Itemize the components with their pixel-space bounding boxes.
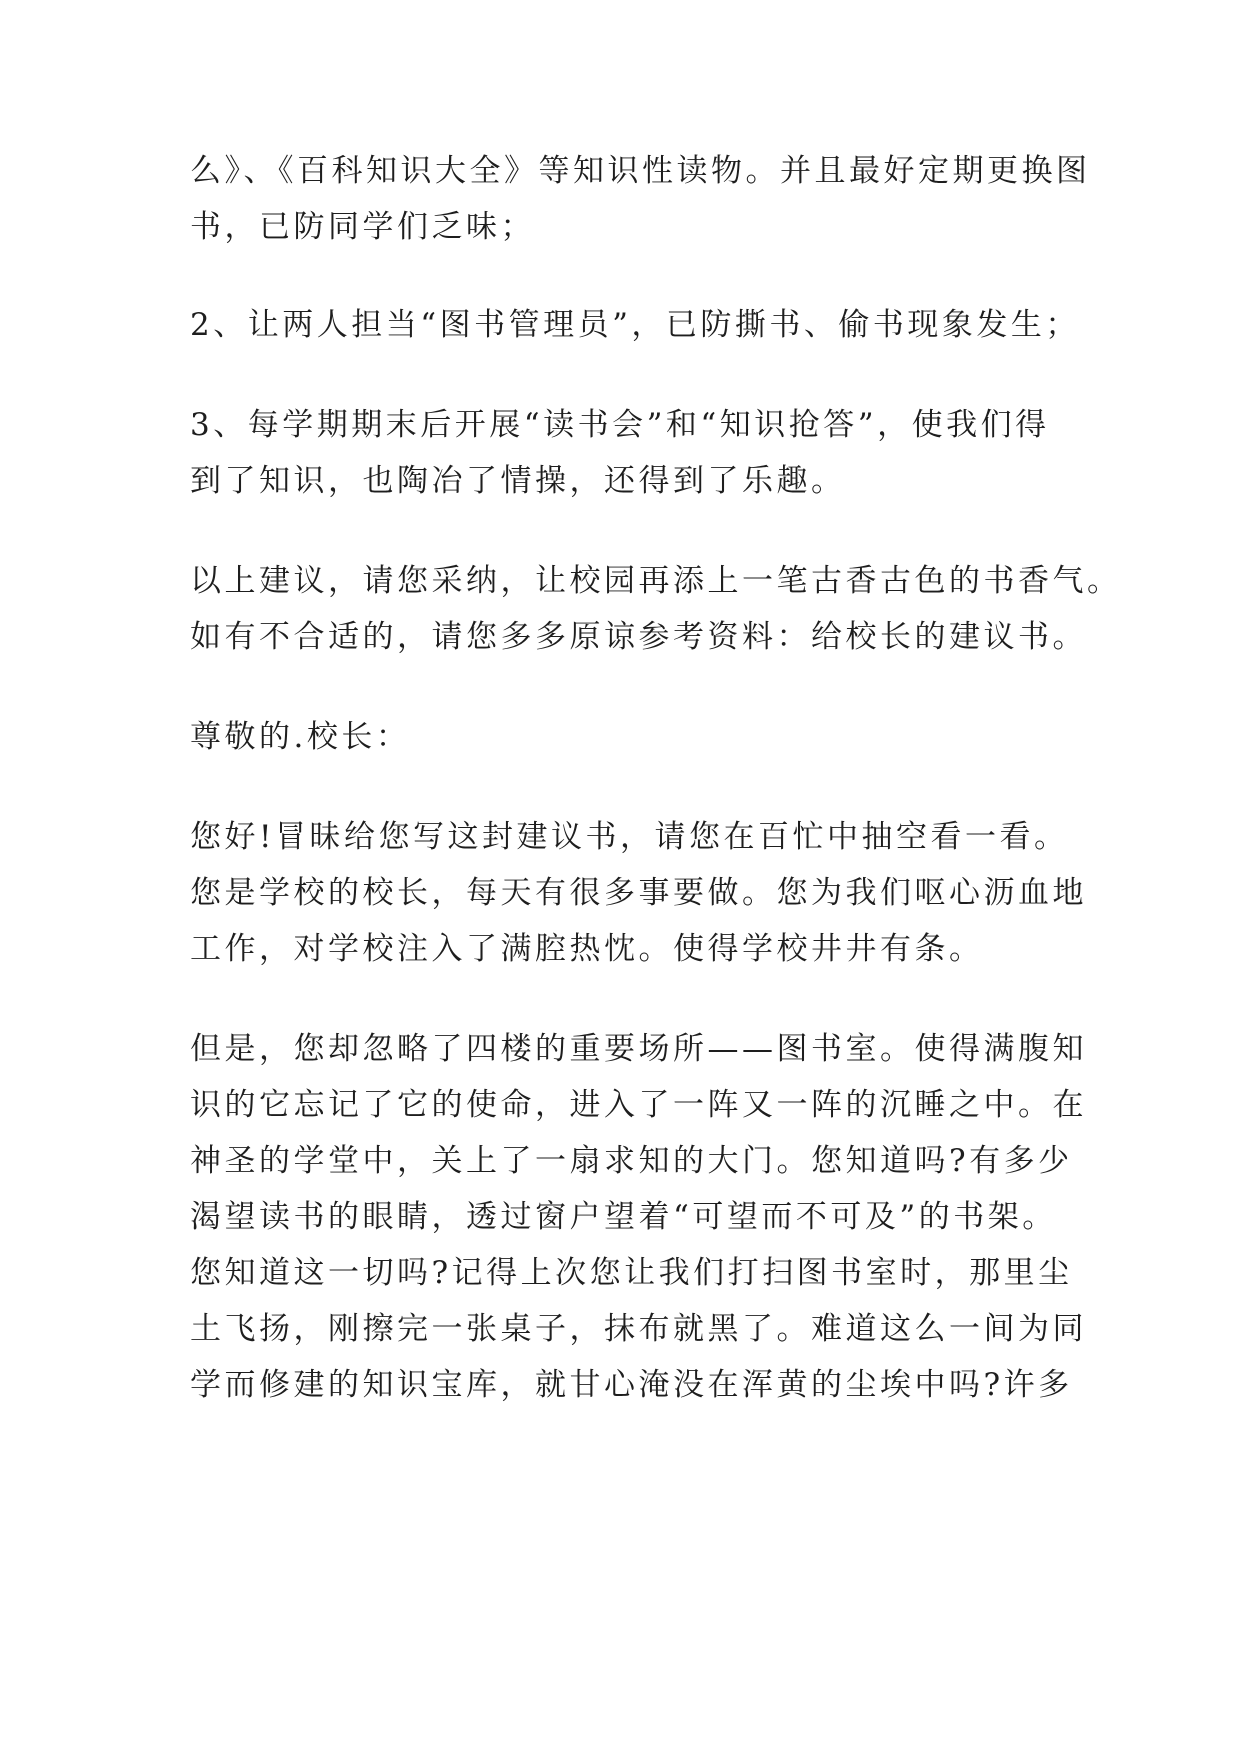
paragraph-closing-suggestion: [190, 553, 1122, 665]
text-line: 3、每学期期末后开展“读书会”和“知识抢答”，使我们得: [190, 407, 1050, 443]
text-line: 识的它忘记了它的使命，进入了一阵又一阵的沉睡之中。在: [190, 1087, 1087, 1123]
text-line: 以上建议，请您采纳，让校园再添上一笔古香古色的书香气。: [190, 563, 1122, 599]
text-line: 如有不合适的，请您多多原谅参考资料：给校长的建议书。: [190, 619, 1087, 655]
paragraph-book-suggestions: [190, 143, 1091, 255]
text-line: 土飞扬，刚擦完一张桌子，抹布就黑了。难道这么一间为同: [190, 1311, 1087, 1347]
text-line: 渴望读书的眼睛，透过窗户望着“可望而不可及”的书架。: [190, 1199, 1057, 1235]
text-line: 但是，您却忽略了四楼的重要场所——图书室。使得满腹知: [190, 1031, 1087, 1067]
text-line: 到了知识，也陶冶了情操，还得到了乐趣。: [190, 463, 846, 499]
text-line: 2、让两人担当“图书管理员”，已防撕书、偷书现象发生；: [190, 307, 1080, 343]
text-line: 您是学校的校长，每天有很多事要做。您为我们呕心沥血地: [190, 875, 1087, 911]
text-line: 学而修建的知识宝库，就甘心淹没在浑黄的尘埃中吗?许多: [190, 1367, 1073, 1403]
paragraph-library-issue: [190, 1021, 1087, 1413]
text-line: 您好!冒昧给您写这封建议书，请您在百忙中抽空看一看。: [190, 819, 1069, 855]
letter-salutation: [190, 709, 1070, 765]
text-line: 书，已防同学们乏味；: [190, 209, 535, 245]
paragraph-greeting: [190, 809, 1087, 977]
text-line: 您知道这一切吗?记得上次您让我们打扫图书室时，那里尘: [190, 1255, 1073, 1291]
paragraph-item-3: [190, 397, 1070, 509]
text-line: 尊敬的.校长：: [190, 719, 411, 755]
text-line: 么》、《百科知识大全》等知识性读物。并且最好定期更换图: [190, 153, 1091, 189]
text-line: 神圣的学堂中，关上了一扇求知的大门。您知道吗?有多少: [190, 1143, 1073, 1179]
paragraph-item-2: [190, 297, 1080, 353]
text-line: 工作，对学校注入了满腔热忱。使得学校井井有条。: [190, 931, 984, 967]
